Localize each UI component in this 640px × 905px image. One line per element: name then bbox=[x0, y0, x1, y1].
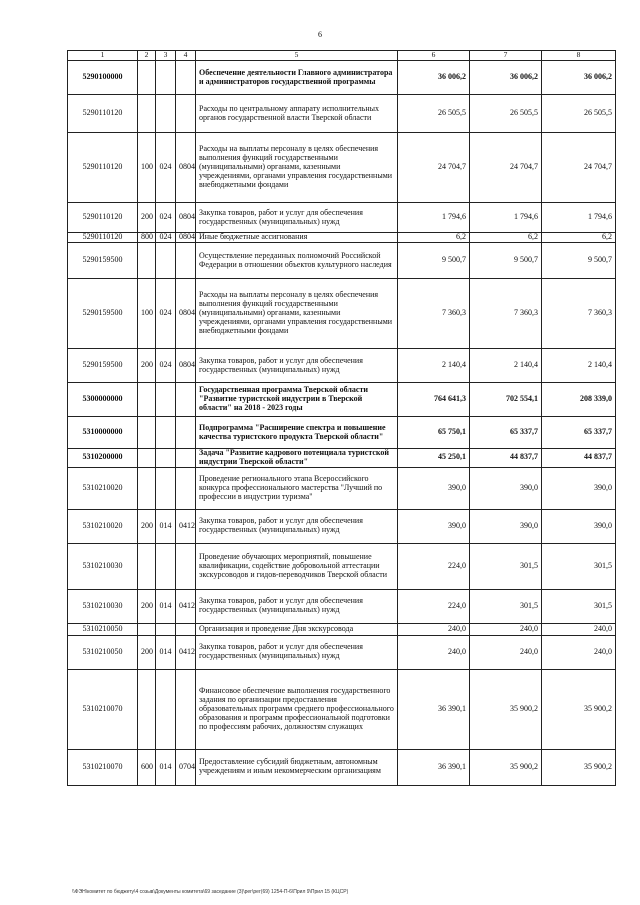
table-row bbox=[68, 509, 616, 543]
row-name: Обеспечение деятельности Главного администратора и администраторов государственной программы bbox=[196, 61, 398, 95]
table-row bbox=[68, 589, 616, 623]
header-col-5: 5 bbox=[196, 51, 398, 61]
row-value-8: 44 837,7 bbox=[542, 449, 616, 468]
row-name: Закупка товаров, работ и услуг для обеспечения государственных (муниципальных) нужд bbox=[196, 509, 398, 543]
table-row bbox=[68, 749, 616, 785]
row-code: 5310200000 bbox=[68, 449, 138, 468]
table-row bbox=[68, 203, 616, 233]
row-value-7: 26 505,5 bbox=[470, 95, 542, 133]
row-ved: 024 bbox=[156, 349, 176, 383]
row-value-7: 35 900,2 bbox=[470, 669, 542, 749]
row-value-7: 65 337,7 bbox=[470, 417, 542, 449]
row-kvr: 100 bbox=[138, 133, 156, 203]
row-ved: 014 bbox=[156, 749, 176, 785]
header-col-1: 1 bbox=[68, 51, 138, 61]
row-value-6: 224,0 bbox=[398, 589, 470, 623]
row-rzpr: 0804 bbox=[176, 349, 196, 383]
table-row bbox=[68, 61, 616, 95]
row-value-7: 6,2 bbox=[470, 233, 542, 243]
row-kvr bbox=[138, 623, 156, 635]
row-value-6: 6,2 bbox=[398, 233, 470, 243]
row-rzpr bbox=[176, 467, 196, 509]
table-row bbox=[68, 349, 616, 383]
row-rzpr bbox=[176, 61, 196, 95]
row-value-6: 240,0 bbox=[398, 635, 470, 669]
row-name: Организация и проведение Дня экскурсовода bbox=[196, 623, 398, 635]
table-row bbox=[68, 635, 616, 669]
row-value-6: 1 794,6 bbox=[398, 203, 470, 233]
row-kvr: 100 bbox=[138, 279, 156, 349]
row-value-6: 7 360,3 bbox=[398, 279, 470, 349]
table-row bbox=[68, 233, 616, 243]
row-ved: 014 bbox=[156, 509, 176, 543]
row-value-8: 24 704,7 bbox=[542, 133, 616, 203]
row-value-8: 26 505,5 bbox=[542, 95, 616, 133]
row-rzpr: 0412 bbox=[176, 589, 196, 623]
row-value-7: 1 794,6 bbox=[470, 203, 542, 233]
row-value-6: 9 500,7 bbox=[398, 243, 470, 279]
row-value-7: 390,0 bbox=[470, 467, 542, 509]
row-code: 5310210050 bbox=[68, 635, 138, 669]
row-value-8: 36 006,2 bbox=[542, 61, 616, 95]
row-code: 5290110120 bbox=[68, 133, 138, 203]
row-ved: 014 bbox=[156, 635, 176, 669]
row-value-7: 702 554,1 bbox=[470, 383, 542, 417]
row-ved bbox=[156, 61, 176, 95]
row-value-8: 390,0 bbox=[542, 467, 616, 509]
row-value-8: 9 500,7 bbox=[542, 243, 616, 279]
header-col-3: 3 bbox=[156, 51, 176, 61]
row-rzpr: 0804 bbox=[176, 133, 196, 203]
row-name: Расходы по центральному аппарату исполнительных органов государственной власти Тверской области bbox=[196, 95, 398, 133]
row-kvr bbox=[138, 383, 156, 417]
row-code: 5310210050 bbox=[68, 623, 138, 635]
table-row bbox=[68, 623, 616, 635]
row-rzpr: 0412 bbox=[176, 509, 196, 543]
row-name: Расходы на выплаты персоналу в целях обеспечения выполнения функций государственными (муниципальными) органами, казенными учреждениями, органами управления государственными внебюджетными фондами bbox=[196, 133, 398, 203]
row-value-8: 2 140,4 bbox=[542, 349, 616, 383]
row-rzpr: 0804 bbox=[176, 233, 196, 243]
row-code: 5290110120 bbox=[68, 203, 138, 233]
row-value-7: 36 006,2 bbox=[470, 61, 542, 95]
row-ved bbox=[156, 449, 176, 468]
row-name: Проведение обучающих мероприятий, повышение квалификации, содействие добровольной аттестации экскурсоводов и гидов-переводчиков Тверской области bbox=[196, 543, 398, 589]
table-row bbox=[68, 243, 616, 279]
row-ved bbox=[156, 243, 176, 279]
row-kvr: 600 bbox=[138, 749, 156, 785]
row-kvr bbox=[138, 449, 156, 468]
row-ved bbox=[156, 467, 176, 509]
header-col-6: 6 bbox=[398, 51, 470, 61]
row-rzpr bbox=[176, 669, 196, 749]
row-kvr: 800 bbox=[138, 233, 156, 243]
row-kvr: 200 bbox=[138, 589, 156, 623]
page-number: 6 bbox=[318, 30, 322, 39]
header-col-8: 8 bbox=[542, 51, 616, 61]
row-code: 5290159500 bbox=[68, 349, 138, 383]
row-kvr bbox=[138, 417, 156, 449]
row-rzpr bbox=[176, 623, 196, 635]
row-value-6: 36 390,1 bbox=[398, 669, 470, 749]
row-value-6: 390,0 bbox=[398, 467, 470, 509]
row-value-8: 301,5 bbox=[542, 543, 616, 589]
row-code: 5290110120 bbox=[68, 233, 138, 243]
table-row bbox=[68, 279, 616, 349]
table-row bbox=[68, 543, 616, 589]
row-value-7: 240,0 bbox=[470, 623, 542, 635]
header-row bbox=[68, 51, 616, 61]
row-kvr bbox=[138, 95, 156, 133]
row-rzpr: 0804 bbox=[176, 279, 196, 349]
row-value-6: 26 505,5 bbox=[398, 95, 470, 133]
row-name: Проведение регионального этапа Всероссийского конкурса профессионального мастерства "Лучший по профессии в индустрии туризма" bbox=[196, 467, 398, 509]
row-value-8: 240,0 bbox=[542, 635, 616, 669]
row-value-8: 35 900,2 bbox=[542, 669, 616, 749]
row-code: 5310210030 bbox=[68, 589, 138, 623]
row-rzpr bbox=[176, 95, 196, 133]
row-value-8: 240,0 bbox=[542, 623, 616, 635]
row-value-6: 2 140,4 bbox=[398, 349, 470, 383]
row-kvr bbox=[138, 243, 156, 279]
row-name: Закупка товаров, работ и услуг для обеспечения государственных (муниципальных) нужд bbox=[196, 349, 398, 383]
row-name: Финансовое обеспечение выполнения государственного задания по организации предоставления образовательных программ среднего профессионального образования и программ профессиональной подготовки по профессиям рабочих, должностям служащих bbox=[196, 669, 398, 749]
row-ved: 024 bbox=[156, 203, 176, 233]
row-kvr bbox=[138, 669, 156, 749]
row-ved: 014 bbox=[156, 589, 176, 623]
table-row bbox=[68, 449, 616, 468]
row-value-6: 45 250,1 bbox=[398, 449, 470, 468]
row-rzpr bbox=[176, 383, 196, 417]
row-name: Задача "Развитие кадрового потенциала туристской индустрии Тверской области" bbox=[196, 449, 398, 468]
row-kvr: 200 bbox=[138, 349, 156, 383]
row-value-8: 1 794,6 bbox=[542, 203, 616, 233]
row-code: 5310210020 bbox=[68, 509, 138, 543]
row-value-6: 224,0 bbox=[398, 543, 470, 589]
row-kvr bbox=[138, 467, 156, 509]
row-value-8: 301,5 bbox=[542, 589, 616, 623]
row-value-8: 35 900,2 bbox=[542, 749, 616, 785]
table-row bbox=[68, 417, 616, 449]
row-name: Расходы на выплаты персоналу в целях обеспечения выполнения функций государственными (муниципальными) органами, казенными учреждениями, органами управления государственными внебюджетными фондами bbox=[196, 279, 398, 349]
row-rzpr bbox=[176, 449, 196, 468]
row-ved bbox=[156, 543, 176, 589]
row-value-8: 208 339,0 bbox=[542, 383, 616, 417]
header-col-4: 4 bbox=[176, 51, 196, 61]
row-code: 5300000000 bbox=[68, 383, 138, 417]
row-kvr: 200 bbox=[138, 509, 156, 543]
row-ved bbox=[156, 417, 176, 449]
row-kvr bbox=[138, 543, 156, 589]
row-code: 5310210070 bbox=[68, 749, 138, 785]
row-rzpr: 0704 bbox=[176, 749, 196, 785]
file-path-footer: \\ФЭН\комитет по бюджету\4 созыв\Документы комитета\69 заседание (3)\рег\рег(69) 1254-П-6\Прил 9\Прил 15 (КЦСР) bbox=[72, 889, 349, 895]
row-ved: 024 bbox=[156, 133, 176, 203]
row-value-8: 6,2 bbox=[542, 233, 616, 243]
row-code: 5290159500 bbox=[68, 243, 138, 279]
row-name: Закупка товаров, работ и услуг для обеспечения государственных (муниципальных) нужд bbox=[196, 635, 398, 669]
row-value-8: 390,0 bbox=[542, 509, 616, 543]
row-rzpr: 0804 bbox=[176, 203, 196, 233]
row-name: Закупка товаров, работ и услуг для обеспечения государственных (муниципальных) нужд bbox=[196, 589, 398, 623]
row-value-7: 390,0 bbox=[470, 509, 542, 543]
row-value-7: 24 704,7 bbox=[470, 133, 542, 203]
row-value-6: 24 704,7 bbox=[398, 133, 470, 203]
row-name: Закупка товаров, работ и услуг для обеспечения государственных (муниципальных) нужд bbox=[196, 203, 398, 233]
row-ved bbox=[156, 669, 176, 749]
row-value-7: 44 837,7 bbox=[470, 449, 542, 468]
row-value-7: 240,0 bbox=[470, 635, 542, 669]
row-code: 5290159500 bbox=[68, 279, 138, 349]
row-name: Государственная программа Тверской области "Развитие туристской индустрии в Тверской области" на 2018 - 2023 годы bbox=[196, 383, 398, 417]
row-name: Подпрограмма "Расширение спектра и повышение качества туристского продукта Тверской области" bbox=[196, 417, 398, 449]
header-col-2: 2 bbox=[138, 51, 156, 61]
row-name: Предоставление субсидий бюджетным, автономным учреждениям и иным некоммерческим организациям bbox=[196, 749, 398, 785]
row-kvr bbox=[138, 61, 156, 95]
row-value-7: 7 360,3 bbox=[470, 279, 542, 349]
row-value-6: 240,0 bbox=[398, 623, 470, 635]
row-ved bbox=[156, 623, 176, 635]
row-name: Иные бюджетные ассигнования bbox=[196, 233, 398, 243]
row-kvr: 200 bbox=[138, 635, 156, 669]
row-value-8: 65 337,7 bbox=[542, 417, 616, 449]
row-value-6: 764 641,3 bbox=[398, 383, 470, 417]
row-rzpr bbox=[176, 417, 196, 449]
row-value-7: 301,5 bbox=[470, 589, 542, 623]
row-ved bbox=[156, 383, 176, 417]
row-rzpr bbox=[176, 243, 196, 279]
table-row bbox=[68, 669, 616, 749]
row-code: 5310210030 bbox=[68, 543, 138, 589]
row-ved: 024 bbox=[156, 233, 176, 243]
row-value-7: 301,5 bbox=[470, 543, 542, 589]
row-kvr: 200 bbox=[138, 203, 156, 233]
row-code: 5290110120 bbox=[68, 95, 138, 133]
row-code: 5310210020 bbox=[68, 467, 138, 509]
row-value-6: 65 750,1 bbox=[398, 417, 470, 449]
row-code: 5310210070 bbox=[68, 669, 138, 749]
row-rzpr: 0412 bbox=[176, 635, 196, 669]
row-value-7: 35 900,2 bbox=[470, 749, 542, 785]
row-value-8: 7 360,3 bbox=[542, 279, 616, 349]
table-row bbox=[68, 383, 616, 417]
row-value-6: 390,0 bbox=[398, 509, 470, 543]
row-name: Осуществление переданных полномочий Российской Федерации в отношении объектов культурного наследия bbox=[196, 243, 398, 279]
budget-table bbox=[67, 50, 616, 786]
table-row bbox=[68, 467, 616, 509]
row-rzpr bbox=[176, 543, 196, 589]
row-ved: 024 bbox=[156, 279, 176, 349]
row-value-6: 36 390,1 bbox=[398, 749, 470, 785]
row-ved bbox=[156, 95, 176, 133]
row-value-6: 36 006,2 bbox=[398, 61, 470, 95]
row-value-7: 2 140,4 bbox=[470, 349, 542, 383]
table-row bbox=[68, 133, 616, 203]
header-col-7: 7 bbox=[470, 51, 542, 61]
row-code: 5310000000 bbox=[68, 417, 138, 449]
row-code: 5290100000 bbox=[68, 61, 138, 95]
table-row bbox=[68, 95, 616, 133]
row-value-7: 9 500,7 bbox=[470, 243, 542, 279]
